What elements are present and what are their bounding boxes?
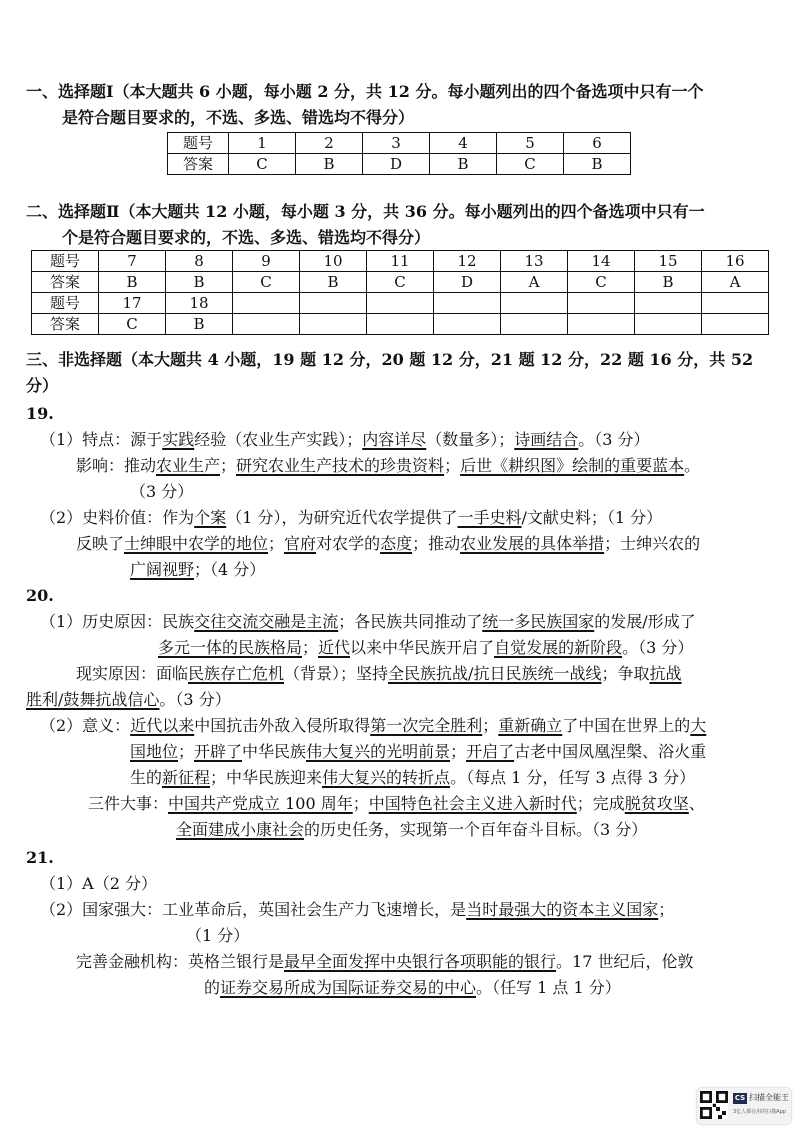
empty-cell	[702, 314, 769, 335]
row-label: 题号	[32, 251, 99, 272]
q21-line3: （1 分）	[186, 926, 250, 945]
question-number: 16	[702, 251, 769, 272]
question-number: 11	[367, 251, 434, 272]
answer-cell: B	[635, 272, 702, 293]
answer-cell: A	[501, 272, 568, 293]
table-row	[32, 251, 769, 272]
question-number: 9	[233, 251, 300, 272]
scanner-watermark-badge	[697, 1088, 791, 1124]
empty-cell	[233, 293, 300, 314]
answer-cell: B	[300, 272, 367, 293]
app-logo: CS	[734, 1094, 746, 1102]
empty-cell	[702, 293, 769, 314]
question-19-number: 19.	[26, 404, 54, 423]
empty-cell	[568, 293, 635, 314]
app-slogan: 3亿人都在用的扫描App	[733, 1109, 786, 1115]
q21-line1: （1）A（2 分）	[40, 874, 158, 893]
answer-cell: B	[430, 154, 497, 175]
question-number: 5	[497, 133, 564, 154]
row-label: 题号	[32, 293, 99, 314]
answer-cell: B	[166, 314, 233, 335]
q19-line5: 反映了士绅眼中农学的地位；官府对农学的态度；推动农业发展的具体举措；士绅兴农的	[76, 534, 701, 553]
question-21-number: 21.	[26, 848, 54, 867]
empty-cell	[635, 314, 702, 335]
empty-cell	[300, 314, 367, 335]
row-label: 答案	[32, 272, 99, 293]
table-row	[168, 154, 631, 175]
empty-cell	[367, 293, 434, 314]
question-number: 15	[635, 251, 702, 272]
section3-heading-line2: 分）	[26, 376, 59, 395]
empty-cell	[568, 314, 635, 335]
row-label: 题号	[168, 133, 229, 154]
table-row	[32, 314, 769, 335]
answer-cell: A	[702, 272, 769, 293]
empty-cell	[501, 314, 568, 335]
section3-heading-line1: 三、非选择题（本大题共 4 小题，19 题 12 分，20 题 12 分，21 题 12 分，22 题 16 分，共 52	[26, 350, 754, 369]
q19-line2: 影响：推动农业生产；研究农业生产技术的珍贵资料；后世《耕织图》绘制的重要蓝本。	[76, 456, 701, 475]
q20-line7: 生的新征程；中华民族迎来伟大复兴的转折点。（每点 1 分，任写 3 点得 3 分）	[130, 768, 696, 787]
q19-line6: 广阔视野；（4 分）	[130, 560, 266, 579]
answer-cell: C	[229, 154, 296, 175]
question-number: 2	[296, 133, 363, 154]
empty-cell	[434, 314, 501, 335]
empty-cell	[434, 293, 501, 314]
section2-answer-table	[31, 250, 769, 335]
question-number: 3	[363, 133, 430, 154]
table-row	[32, 293, 769, 314]
empty-cell	[635, 293, 702, 314]
answer-cell: B	[296, 154, 363, 175]
question-number: 1	[229, 133, 296, 154]
q20-line6: 国地位；开辟了中华民族伟大复兴的光明前景；开启了古老中国凤凰涅槃、浴火重	[130, 742, 707, 761]
table-row	[168, 133, 631, 154]
q20-line2: 多元一体的民族格局；近代以来中华民族开启了自觉发展的新阶段。（3 分）	[158, 638, 694, 657]
empty-cell	[367, 314, 434, 335]
question-20-number: 20.	[26, 586, 54, 605]
answer-cell: C	[497, 154, 564, 175]
question-number: 7	[99, 251, 166, 272]
row-label: 答案	[168, 154, 229, 175]
question-number: 17	[99, 293, 166, 314]
q21-line5: 的证券交易所成为国际证券交易的中心。（任写 1 点 1 分）	[204, 978, 621, 997]
section2-heading-line1: 二、选择题Ⅱ（本大题共 12 小题，每小题 3 分，共 36 分。每小题列出的四个备选项中只有一	[26, 202, 705, 221]
q20-line1: （1）历史原因：民族交往交流交融是主流；各民族共同推动了统一多民族国家的发展/形成了	[40, 612, 696, 631]
qr-code-icon	[700, 1091, 728, 1119]
answer-cell: D	[363, 154, 430, 175]
q20-line4: 胜利/鼓舞抗战信心。（3 分）	[26, 690, 231, 709]
section1-heading-line1: 一、选择题Ⅰ（本大题共 6 小题，每小题 2 分，共 12 分。每小题列出的四个备选项中只有一个	[26, 82, 704, 101]
question-number: 8	[166, 251, 233, 272]
q21-line2: （2）国家强大：工业革命后，英国社会生产力飞速增长，是当时最强大的资本主义国家；	[40, 900, 675, 919]
answer-cell: C	[233, 272, 300, 293]
answer-cell: D	[434, 272, 501, 293]
table-row	[32, 272, 769, 293]
q19-line1: （1）特点：源于实践经验（农业生产实践）；内容详尽（数量多）；诗画结合。（3 分）	[40, 430, 650, 449]
row-label: 答案	[32, 314, 99, 335]
answer-cell: B	[564, 154, 631, 175]
empty-cell	[501, 293, 568, 314]
question-number: 10	[300, 251, 367, 272]
q19-line4: （2）史料价值：作为个案（1 分），为研究近代农学提供了一手史料/文献史料；（1 分）	[40, 508, 663, 527]
question-number: 13	[501, 251, 568, 272]
empty-cell	[233, 314, 300, 335]
q20-line9: 全面建成小康社会的历史任务，实现第一个百年奋斗目标。（3 分）	[176, 820, 648, 839]
empty-cell	[300, 293, 367, 314]
q20-line5: （2）意义：近代以来中国抗击外敌入侵所取得第一次完全胜利；重新确立了中国在世界上的大	[40, 716, 707, 735]
question-number: 6	[564, 133, 631, 154]
answer-cell: C	[367, 272, 434, 293]
section2-heading-line2: 个是符合题目要求的，不选、多选、错选均不得分）	[62, 228, 431, 247]
q21-line4: 完善金融机构：英格兰银行是最早全面发挥中央银行各项职能的银行。17 世纪后，伦敦	[76, 952, 694, 971]
answer-cell: C	[99, 314, 166, 335]
question-number: 14	[568, 251, 635, 272]
question-number: 12	[434, 251, 501, 272]
section1-heading-line2: 是符合题目要求的，不选、多选、错选均不得分）	[62, 108, 415, 127]
answer-cell: C	[568, 272, 635, 293]
q20-line3: 现实原因：面临民族存亡危机（背景）；坚持全民族抗战/抗日民族统一战线；争取抗战	[76, 664, 682, 683]
app-name: 扫描全能王	[749, 1093, 789, 1102]
answer-cell: B	[99, 272, 166, 293]
section1-answer-table	[167, 132, 631, 175]
q20-line8: 三件大事：中国共产党成立 100 周年；中国特色社会主义进入新时代；完成脱贫攻坚、	[88, 794, 705, 813]
question-number: 4	[430, 133, 497, 154]
question-number: 18	[166, 293, 233, 314]
q19-line3: （3 分）	[130, 482, 194, 501]
answer-cell: B	[166, 272, 233, 293]
